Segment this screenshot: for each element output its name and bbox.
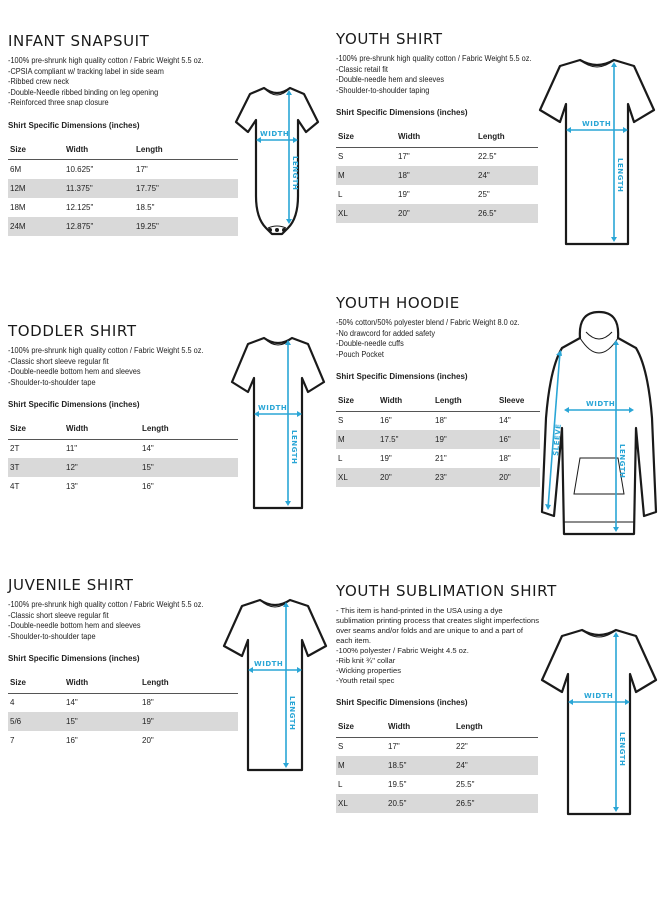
width-cell: 12.875" bbox=[64, 217, 134, 236]
width-cell: 16" bbox=[380, 416, 392, 426]
feature-item: -Ribbed crew neck bbox=[8, 77, 69, 86]
size-cell: 4T bbox=[10, 482, 20, 491]
juvenile-shirt-section bbox=[8, 576, 238, 750]
section-title: TODDLER SHIRT bbox=[8, 322, 137, 340]
size-cell: L bbox=[338, 454, 343, 463]
width-label: WIDTH bbox=[258, 404, 288, 412]
size-cell: XL bbox=[336, 204, 396, 223]
size-table bbox=[336, 391, 540, 487]
length-cell: 20" bbox=[142, 736, 154, 745]
col-header: Length bbox=[476, 127, 538, 147]
width-cell: 18" bbox=[396, 166, 476, 185]
col-header: Size bbox=[336, 127, 396, 147]
length-cell: 16" bbox=[142, 482, 154, 491]
length-cell: 17.75" bbox=[134, 179, 238, 198]
width-cell: 16" bbox=[66, 736, 78, 745]
width-cell: 12.125" bbox=[66, 202, 94, 212]
table-row bbox=[8, 458, 238, 477]
table-row bbox=[336, 468, 540, 487]
table-row bbox=[8, 179, 238, 198]
size-cell: 7 bbox=[10, 736, 15, 745]
length-cell: 19.25" bbox=[134, 217, 238, 236]
length-cell: 22.5" bbox=[478, 152, 497, 162]
length-cell: 23" bbox=[433, 468, 497, 487]
col-header: Length bbox=[134, 140, 238, 160]
table-row bbox=[8, 439, 238, 458]
sleeve-label: SLEEVE bbox=[552, 423, 563, 457]
table-row bbox=[8, 477, 238, 496]
feature-item: -Reinforced three snap closure bbox=[8, 98, 109, 107]
feature-item: -Shoulder-to-shoulder tape bbox=[8, 377, 96, 387]
size-table bbox=[8, 140, 238, 236]
hoodie-illustration bbox=[540, 308, 658, 544]
length-label: LENGTH bbox=[288, 696, 296, 731]
table-row bbox=[336, 756, 538, 775]
length-cell: 26.5" bbox=[476, 204, 538, 223]
length-cell: 18" bbox=[142, 698, 154, 708]
size-cell: 18M bbox=[10, 202, 26, 212]
width-cell: 19" bbox=[398, 190, 410, 199]
width-cell: 13" bbox=[66, 482, 78, 491]
width-cell: 20.5" bbox=[386, 794, 454, 813]
size-table bbox=[8, 419, 238, 496]
col-header: Width bbox=[396, 127, 476, 147]
length-cell: 22" bbox=[456, 742, 468, 752]
feature-item: -Double-needle cuffs bbox=[336, 339, 404, 348]
feature-item: -Double-Needle ribbed binding on leg opening bbox=[8, 87, 159, 97]
col-header: Width bbox=[64, 140, 134, 160]
youth-sublimation-section bbox=[336, 582, 557, 813]
size-cell: XL bbox=[336, 794, 386, 813]
width-cell: 12" bbox=[64, 458, 140, 477]
col-header: Length bbox=[433, 391, 497, 411]
feature-item: -Shoulder-to-shoulder taping bbox=[336, 85, 430, 95]
section-title: INFANT SNAPSUIT bbox=[8, 32, 150, 50]
size-table bbox=[336, 717, 538, 813]
width-label: WIDTH bbox=[584, 692, 614, 700]
table-row bbox=[336, 185, 538, 204]
table-row bbox=[336, 794, 538, 813]
width-cell: 17" bbox=[388, 742, 400, 752]
col-header: Width bbox=[64, 673, 140, 693]
col-header: Size bbox=[8, 673, 64, 693]
size-cell: S bbox=[338, 742, 344, 752]
size-cell: 4 bbox=[10, 698, 15, 708]
feature-item: -100% pre-shrunk high quality cotton / Fabric Weight 5.5 oz. bbox=[8, 346, 204, 355]
length-label: LENGTH bbox=[618, 444, 626, 479]
size-cell: S bbox=[338, 416, 344, 426]
dimensions-heading: Shirt Specific Dimensions (inches) bbox=[336, 698, 468, 707]
sublimation-shirt-illustration bbox=[540, 622, 658, 822]
feature-list bbox=[8, 600, 238, 642]
feature-item: -Youth retail spec bbox=[336, 676, 395, 685]
width-cell: 19.5" bbox=[388, 780, 407, 789]
width-cell: 18.5" bbox=[386, 756, 454, 775]
feature-item: -50% cotton/50% polyester blend / Fabric Weight 8.0 oz. bbox=[336, 318, 520, 327]
length-cell: 19" bbox=[140, 712, 238, 731]
length-label: LENGTH bbox=[616, 158, 624, 193]
feature-item: -No drawcord for added safety bbox=[336, 328, 436, 338]
col-header: Length bbox=[140, 419, 238, 439]
feature-list bbox=[336, 606, 540, 686]
size-cell: M bbox=[336, 756, 386, 775]
table-row bbox=[8, 198, 238, 217]
width-cell: 15" bbox=[64, 712, 140, 731]
toddler-shirt-section bbox=[8, 322, 238, 496]
col-header: Width bbox=[378, 391, 433, 411]
size-cell: 5/6 bbox=[8, 712, 64, 731]
table-row bbox=[8, 217, 238, 236]
feature-item: -Classic retail fit bbox=[336, 64, 388, 74]
table-row bbox=[8, 731, 238, 750]
length-label: LENGTH bbox=[618, 732, 626, 767]
section-title: JUVENILE SHIRT bbox=[8, 576, 134, 594]
table-row bbox=[336, 737, 538, 756]
table-row bbox=[336, 449, 540, 468]
length-cell: 25.5" bbox=[456, 780, 475, 789]
size-cell: 6M bbox=[10, 164, 22, 174]
col-header: Width bbox=[386, 717, 454, 737]
col-header: Sleeve bbox=[497, 391, 540, 411]
section-title: YOUTH SUBLIMATION SHIRT bbox=[336, 582, 557, 600]
feature-item: -Double-needle bottom hem and sleeves bbox=[8, 621, 141, 630]
feature-item: -100% pre-shrunk high quality cotton / Fabric Weight 5.5 oz. bbox=[8, 600, 204, 609]
size-cell: 12M bbox=[8, 179, 64, 198]
length-cell: 17" bbox=[136, 164, 148, 174]
length-cell: 25" bbox=[478, 190, 490, 199]
length-cell: 24" bbox=[476, 166, 538, 185]
sleeve-cell: 18" bbox=[499, 454, 511, 463]
feature-item: -Classic short sleeve regular fit bbox=[8, 356, 109, 366]
size-cell: L bbox=[338, 780, 343, 789]
width-cell: 11" bbox=[66, 444, 78, 454]
length-cell: 26.5" bbox=[454, 794, 538, 813]
size-cell: M bbox=[336, 430, 378, 449]
width-label: WIDTH bbox=[586, 400, 616, 408]
feature-item: -Classic short sleeve regular fit bbox=[8, 610, 109, 620]
length-cell: 15" bbox=[140, 458, 238, 477]
youth-shirt-illustration bbox=[538, 52, 656, 252]
width-cell: 17" bbox=[398, 152, 410, 162]
juvenile-shirt-illustration bbox=[222, 592, 328, 778]
width-cell: 14" bbox=[66, 698, 78, 708]
width-cell: 10.625" bbox=[66, 164, 94, 174]
length-cell: 14" bbox=[142, 444, 154, 454]
youth-shirt-section bbox=[336, 30, 540, 223]
dimensions-heading: Shirt Specific Dimensions (inches) bbox=[8, 120, 140, 130]
table-row bbox=[8, 160, 238, 179]
feature-item: -Pouch Pocket bbox=[336, 349, 384, 359]
size-cell: S bbox=[338, 152, 344, 162]
table-row bbox=[336, 411, 540, 430]
size-cell: XL bbox=[336, 468, 378, 487]
length-cell: 18" bbox=[435, 416, 447, 426]
col-header: Size bbox=[336, 391, 378, 411]
feature-item: -Double-needle bottom hem and sleeves bbox=[8, 367, 141, 376]
feature-item: -100% pre-shrunk high quality cotton / Fabric Weight 5.5 oz. bbox=[336, 54, 532, 63]
width-cell: 11.375" bbox=[64, 179, 134, 198]
col-header: Length bbox=[140, 673, 238, 693]
table-row bbox=[336, 430, 540, 449]
width-cell: 17.5" bbox=[378, 430, 433, 449]
feature-item: - This item is hand-printed in the USA using a dye sublimation printing process that creates slight imperfections over seams and/or folds and are unique to and a part of each item. bbox=[336, 606, 540, 645]
width-label: WIDTH bbox=[582, 120, 612, 128]
size-cell: 3T bbox=[8, 458, 64, 477]
length-cell: 19" bbox=[433, 430, 497, 449]
col-header: Size bbox=[336, 717, 386, 737]
sleeve-cell: 20" bbox=[497, 468, 540, 487]
size-cell: L bbox=[338, 190, 343, 199]
feature-item: -Double-needle hem and sleeves bbox=[336, 75, 445, 84]
feature-item: -Rib knit ¾" collar bbox=[336, 656, 396, 665]
snapsuit-illustration bbox=[232, 78, 322, 248]
table-row bbox=[336, 166, 538, 185]
sleeve-cell: 14" bbox=[499, 416, 511, 426]
length-cell: 24" bbox=[454, 756, 538, 775]
section-title: YOUTH SHIRT bbox=[336, 30, 443, 48]
length-cell: 18.5" bbox=[136, 202, 155, 212]
sleeve-cell: 16" bbox=[497, 430, 540, 449]
dimensions-heading: Shirt Specific Dimensions (inches) bbox=[8, 654, 140, 663]
feature-item: -CPSIA compliant w/ tracking label in side seam bbox=[8, 66, 164, 76]
col-header: Size bbox=[8, 140, 64, 160]
dimensions-heading: Shirt Specific Dimensions (inches) bbox=[336, 372, 468, 381]
feature-item: -Wicking properties bbox=[336, 666, 401, 675]
dimensions-heading: Shirt Specific Dimensions (inches) bbox=[336, 108, 468, 117]
width-cell: 20" bbox=[378, 468, 433, 487]
feature-item: -Shoulder-to-shoulder tape bbox=[8, 631, 96, 641]
width-cell: 20" bbox=[396, 204, 476, 223]
table-row bbox=[336, 147, 538, 166]
width-label: WIDTH bbox=[260, 130, 290, 138]
feature-list bbox=[336, 54, 540, 96]
length-label: LENGTH bbox=[290, 430, 298, 465]
infant-snapsuit-section bbox=[8, 32, 238, 236]
youth-hoodie-section bbox=[336, 294, 540, 487]
col-header: Width bbox=[64, 419, 140, 439]
width-cell: 19" bbox=[380, 454, 392, 463]
feature-item: -100% pre-shrunk high quality cotton / Fabric Weight 5.5 oz. bbox=[8, 56, 204, 65]
length-label: LENGTH bbox=[291, 156, 299, 191]
size-cell: M bbox=[336, 166, 396, 185]
table-row bbox=[336, 204, 538, 223]
table-row bbox=[336, 775, 538, 794]
size-cell: 24M bbox=[8, 217, 64, 236]
col-header: Length bbox=[454, 717, 538, 737]
size-table bbox=[8, 673, 238, 750]
length-cell: 21" bbox=[435, 454, 447, 463]
feature-item: -100% polyester / Fabric Weight 4.5 oz. bbox=[336, 646, 469, 655]
feature-list bbox=[8, 56, 238, 109]
table-row bbox=[8, 693, 238, 712]
width-label: WIDTH bbox=[254, 660, 284, 668]
size-cell: 2T bbox=[10, 444, 20, 454]
toddler-shirt-illustration bbox=[230, 330, 326, 516]
table-row bbox=[8, 712, 238, 731]
size-table bbox=[336, 127, 538, 223]
dimensions-heading: Shirt Specific Dimensions (inches) bbox=[8, 400, 140, 409]
col-header: Size bbox=[8, 419, 64, 439]
feature-list bbox=[336, 318, 540, 360]
feature-list bbox=[8, 346, 238, 388]
section-title: YOUTH HOODIE bbox=[336, 294, 460, 312]
